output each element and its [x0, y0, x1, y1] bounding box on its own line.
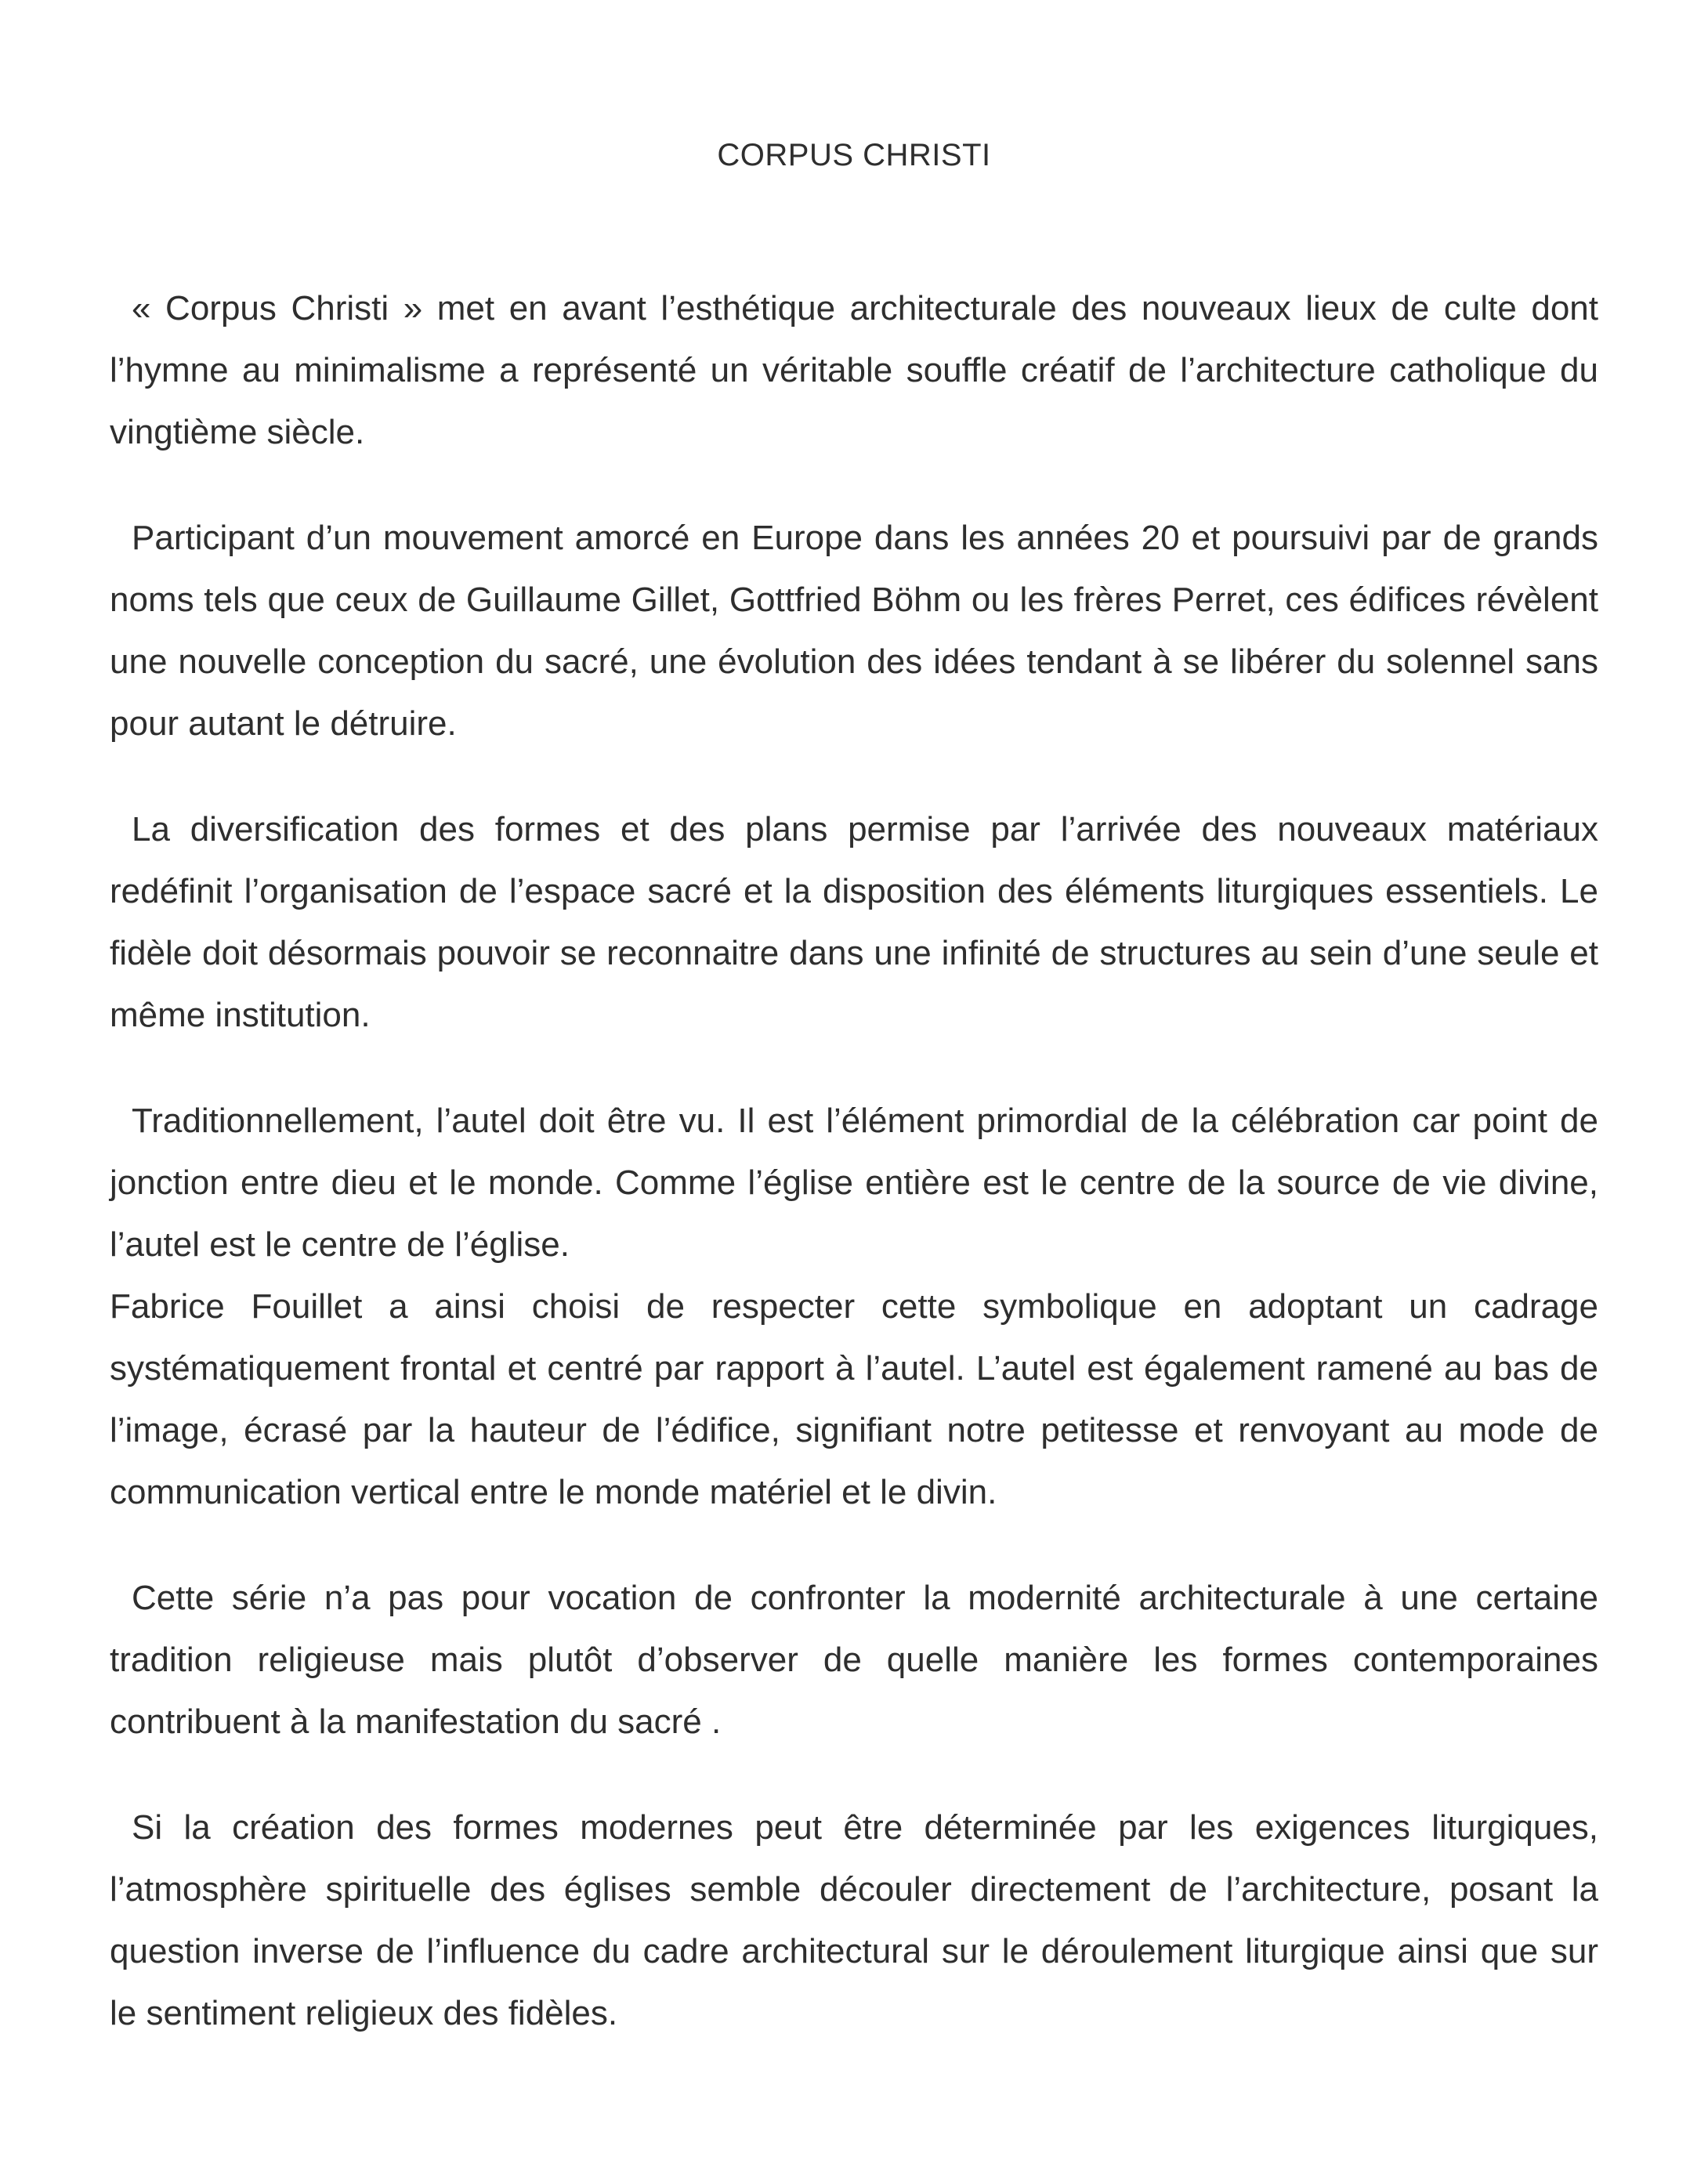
paragraph-creation: Si la création des formes modernes peut être déterminée par les exigences liturgiques, l’atmosphère spirituelle des églises semble découler directement de l’architecture, posant la question inverse de l’influence du cadre architectural sur le déroulement liturgique ainsi que sur le sentiment religieux des fidèles.	[110, 1808, 1598, 2032]
paragraph-diversification: La diversification des formes et des plans permise par l’arrivée des nouveaux matériaux redéfinit l’organisation de l’espace sacré et la disposition des éléments liturgiques essentiels. Le fidèle doit désormais pouvoir se reconnaitre dans une infinité de structures au sein d’une seule et même institution.	[110, 810, 1598, 1034]
paragraph-fabrice-fouillet: Fabrice Fouillet a ainsi choisi de respecter cette symbolique en adoptant un cadrage systématiquement frontal et centré par rapport à l’autel. L’autel est également ramené au bas de l’image, écrasé par la hauteur de l’édifice, signifiant notre petitesse et renvoyant au mode de communication vertical entre le monde matériel et le divin.	[110, 1287, 1598, 1511]
paragraph-intro: « Corpus Christi » met en avant l’esthétique architecturale des nouveaux lieux de culte dont l’hymne au minimalisme a représenté un véritable souffle créatif de l’architecture catholique du vingtième siècle.	[110, 289, 1598, 451]
paragraph-serie: Cette série n’a pas pour vocation de confronter la modernité architecturale à une certaine tradition religieuse mais plutôt d’observer de quelle manière les formes contemporaines contribuent à la manifestation du sacré .	[110, 1579, 1598, 1741]
paragraph-autel: Traditionnellement, l’autel doit être vu. Il est l’élément primordial de la célébration car point de jonction entre dieu et le monde. Comme l’église entière est le centre de la source de vie divine, l’autel est le centre de l’église.	[110, 1102, 1598, 1264]
document-title: CORPUS CHRISTI	[717, 138, 991, 172]
paragraph-movement: Participant d’un mouvement amorcé en Europe dans les années 20 et poursuivi par de grands noms tels que ceux de Guillaume Gillet, Gottfried Böhm ou les frères Perret, ces édifices révèlent une nouvelle conception du sacré, une évolution des idées tendant à se libérer du solennel sans pour autant le détruire.	[110, 519, 1598, 743]
